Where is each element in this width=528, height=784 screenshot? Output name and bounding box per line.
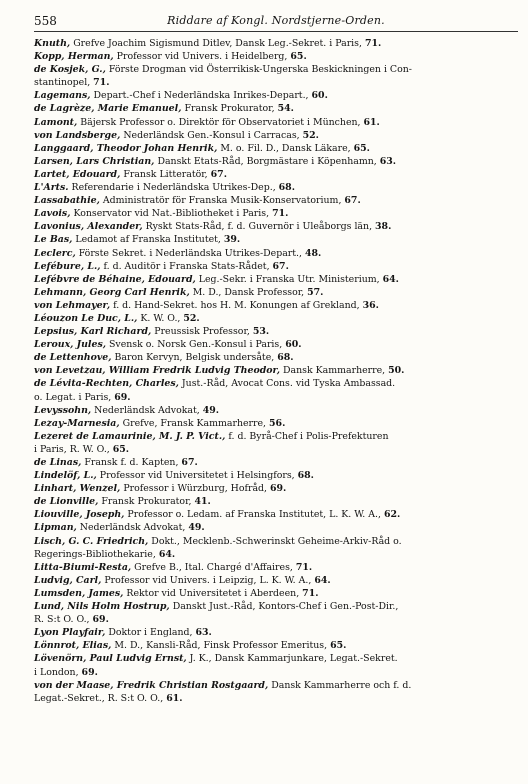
entry-number: 68. (278, 182, 295, 194)
entry-text: M. D., Dansk Professor, (192, 286, 305, 298)
entry-line (34, 666, 518, 679)
entry-number: 41. (194, 496, 211, 508)
entry-text: Baron Kervyn, Belgisk undersåte, (114, 352, 275, 364)
list-item (34, 364, 518, 377)
list-item (34, 574, 518, 587)
entry-name: Lumsden, James, (34, 587, 124, 599)
entry-number: 68. (297, 470, 314, 482)
list-item (34, 600, 518, 626)
entry-name: Lamont, (34, 116, 78, 128)
entry-name: von Levetzau, William Fredrik Ludvig Theodor, (34, 365, 281, 377)
entry-text: Just.-Råd, Avocat Cons. vid Tyska Ambassad. (181, 378, 396, 390)
entry-line (34, 548, 518, 561)
list-item (34, 495, 518, 508)
list-item (34, 299, 518, 312)
entry-name: de Lévita-Rechten, Charles, (34, 378, 179, 390)
entry-number: 65. (290, 51, 307, 63)
entry-name: de Linas, (34, 457, 82, 468)
entry-number: 61. (363, 116, 380, 128)
entry-name: Kopp, Herman, (34, 51, 114, 63)
entry-name: Lezay-Marnesia, (34, 417, 120, 429)
entry-number: 62. (383, 509, 401, 521)
list-item (34, 482, 518, 495)
entry-text: Fransk Prokurator, (184, 103, 275, 115)
list-item (34, 626, 518, 639)
entry-name: de Lettenhove, (34, 352, 112, 364)
entry-name: von der Maase, Fredrik Christian Rostgaard, (34, 679, 269, 691)
entry-text: Administratör för Franska Musik-Konservatorium, (102, 195, 342, 207)
page-number: 558 (34, 14, 57, 28)
list-item (34, 89, 518, 102)
page-header (34, 14, 518, 30)
entry-number: 48. (304, 247, 322, 259)
list-item (34, 220, 518, 233)
entry-text: Förste Drogman vid Österrikisk-Ungerska Beskickningen i Con- (108, 64, 412, 76)
entry-name: Knuth, (34, 38, 71, 49)
entry-text: Fransk f. d. Kapten, (84, 457, 179, 468)
list-item (34, 286, 518, 299)
entry-name: von Lehmayer, (34, 299, 111, 311)
list-item (34, 377, 518, 403)
list-item (34, 521, 518, 534)
entry-name: de Kosjek, G., (34, 64, 106, 76)
entry-text: M. D., Kansli-Råd, Finsk Professor Emeritus, (114, 640, 328, 652)
list-item (34, 50, 518, 63)
entry-number: 64. (158, 548, 176, 560)
entry-name: Léouzon Le Duc, L., (34, 312, 138, 324)
entry-name: Lartet, Edouard, (34, 168, 121, 180)
entry-text: Grefve, Fransk Kammarherre, (122, 417, 267, 429)
list-item (34, 142, 518, 155)
entry-name: Lavois, (34, 208, 71, 220)
entry-name: Leroux, Jules, (34, 339, 107, 351)
entry-number: 52. (302, 129, 319, 141)
entry-name: Linhart, Wenzel, (34, 483, 121, 495)
entry-number: 57. (307, 286, 324, 298)
entry-name: Litta-Biumi-Resta, (34, 561, 132, 573)
entry-number: 69. (270, 483, 287, 495)
entry-text: Ledamot af Franska Institutet, (75, 234, 221, 246)
entry-text: Dokt., Mecklenb.-Schwerinskt Geheime-Arkiv-Råd o. (151, 535, 402, 547)
entry-text: Depart.-Chef i Nederländska Inrikes-Depart., (93, 90, 309, 102)
entry-line (34, 391, 518, 404)
entry-text: f. d. Auditör i Franska Stats-Rådet, (103, 260, 270, 272)
entry-text: Dansk Kammarherre och f. d. (271, 679, 412, 691)
entry-name: Lindelöf, L., (34, 470, 97, 482)
entry-text-continued: o. Legat. i Paris, (34, 391, 112, 403)
list-item (34, 247, 518, 260)
entry-number: 50. (388, 365, 405, 377)
entry-text: Danskt Just.-Råd, Kontors-Chef i Gen.-Post-Dir., (172, 601, 399, 613)
entry-line (34, 613, 518, 626)
entry-list (34, 37, 518, 705)
entry-line (34, 443, 518, 456)
entry-name: Langgaard, Theodor Johan Henrik, (34, 142, 218, 154)
list-item (34, 273, 518, 286)
entry-number: 69. (81, 666, 98, 678)
entry-name: Lehmann, Georg Carl Henrik, (34, 286, 190, 298)
entry-text: Bäjersk Professor o. Direktör för Observatoriet i München, (80, 116, 361, 128)
entry-number: 56. (269, 417, 286, 429)
list-item (34, 639, 518, 652)
entry-name: Lisch, G. C. Friedrich, (34, 535, 149, 547)
entry-name: Lefébvre de Béhaine, Edouard, (34, 273, 196, 285)
entry-text: Professor o. Ledam. af Franska Institutet, L. K. W. A., (127, 509, 381, 521)
entry-number: 49. (188, 522, 205, 534)
entry-name: Lönnrot, Elias, (34, 640, 112, 652)
list-item (34, 37, 518, 50)
entry-text: Nederländsk Advokat, (79, 522, 186, 534)
list-item (34, 312, 518, 325)
entry-text: Fransk Litteratör, (123, 168, 208, 180)
entry-number: 67. (272, 260, 289, 272)
entry-number: 64. (382, 273, 399, 285)
entry-number: 36. (362, 299, 379, 311)
entry-text-continued: stantinopel, (34, 77, 91, 89)
list-item (34, 338, 518, 351)
entry-name: Levyssohn, (34, 404, 92, 416)
entry-name: L'Arts. (34, 182, 69, 194)
entry-text: Leg.-Sekr. i Franska Utr. Ministerium, (198, 273, 380, 285)
entry-number: 68. (277, 352, 294, 364)
list-item (34, 207, 518, 220)
entry-number: 65. (330, 640, 347, 652)
entry-text: Referendarie i Nederländska Utrikes-Dep., (71, 182, 276, 194)
entry-name: Lövenörn, Paul Ludvig Ernst, (34, 653, 187, 665)
entry-text: f. d. Hand-Sekret. hos H. M. Konungen af Grekland, (113, 299, 360, 311)
list-item (34, 194, 518, 207)
entry-number: 71. (364, 38, 382, 49)
entry-number: 60. (285, 339, 302, 351)
entry-number: 71. (272, 208, 289, 220)
entry-number: 49. (202, 404, 220, 416)
entry-name: Liouville, Joseph, (34, 509, 125, 521)
entry-text-continued: i London, (34, 666, 79, 678)
entry-name: Lefébure, L., (34, 260, 101, 272)
entry-name: de Lagrèze, Marie Emanuel, (34, 103, 182, 115)
entry-number: 60. (311, 90, 328, 102)
entry-text: Preussisk Professor, (154, 326, 250, 338)
entry-line (34, 692, 518, 705)
list-item (34, 233, 518, 246)
list-item (34, 155, 518, 168)
list-item (34, 652, 518, 678)
entry-text-continued: i Paris, R. W. O., (34, 443, 110, 455)
entry-name: Lezeret de Lamaurinie, M. J. P. Vict., (34, 430, 226, 442)
entry-number: 61. (166, 692, 183, 704)
entry-text: Professor vid Universitetet i Helsingfors, (99, 470, 295, 482)
list-item (34, 168, 518, 181)
list-item (34, 129, 518, 142)
entry-name: Lipman, (34, 522, 77, 534)
entry-number: 71. (302, 587, 319, 599)
entry-name: Lepsius, Karl Richard, (34, 326, 152, 338)
list-item (34, 469, 518, 482)
entry-number: 71. (93, 77, 110, 89)
entry-text-continued: R. S:t O. O., (34, 614, 90, 626)
entry-text: f. d. Byrå-Chef i Polis-Prefekturen (228, 430, 389, 442)
entry-text: Grefve Joachim Sigismund Ditlev, Dansk Leg.-Sekret. i Paris, (73, 38, 362, 49)
entry-text: Doktor i England, (108, 627, 193, 639)
list-item (34, 679, 518, 705)
entry-text: Förste Sekret. i Nederländska Utrikes-Depart., (78, 247, 302, 259)
list-item (34, 181, 518, 194)
entry-name: Lassabathie, (34, 195, 100, 207)
entry-text: M. o. Fil. D., Dansk Läkare, (220, 142, 351, 154)
entry-number: 63. (379, 155, 397, 167)
list-item (34, 417, 518, 430)
entry-text: Professor vid Univers. i Leipzig, L. K. W. A., (104, 574, 312, 586)
entry-name: Lund, Nils Holm Hostrup, (34, 601, 170, 613)
entry-text: Konservator vid Nat.-Bibliotheket i Paris, (73, 208, 270, 220)
entry-text: Grefve B., Ital. Chargé d'Affaires, (134, 561, 293, 573)
list-item (34, 430, 518, 456)
list-item (34, 116, 518, 129)
list-item (34, 260, 518, 273)
entry-number: 69. (92, 614, 109, 626)
entry-number: 39. (223, 234, 241, 246)
entry-line (34, 76, 518, 89)
list-item (34, 63, 518, 89)
header-rule (34, 31, 518, 32)
entry-text: Rektor vid Universitetet i Aberdeen, (126, 587, 300, 599)
list-item (34, 102, 518, 115)
list-item (34, 456, 518, 469)
entry-text: Fransk Prokurator, (101, 496, 192, 508)
entry-number: 64. (314, 574, 331, 586)
entry-number: 54. (277, 103, 294, 115)
entry-number: 67. (181, 457, 198, 468)
entry-number: 53. (252, 326, 270, 338)
entry-name: Ludvig, Carl, (34, 574, 102, 586)
list-item (34, 587, 518, 600)
entry-text-continued: Legat.-Sekret., R. S:t O. O., (34, 692, 164, 704)
entry-number: 65. (353, 142, 370, 154)
list-item (34, 351, 518, 364)
entry-number: 38. (375, 221, 392, 233)
entry-number: 52. (183, 312, 200, 324)
entry-text: Dansk Kammarherre, (283, 365, 386, 377)
entry-text-continued: Regerings-Bibliothekarie, (34, 548, 156, 560)
entry-text: Nederländsk Gen.-Konsul i Carracas, (123, 129, 300, 141)
entry-text: Professor vid Univers. i Heidelberg, (116, 51, 288, 63)
entry-name: Larsen, Lars Christian, (34, 155, 155, 167)
list-item (34, 535, 518, 561)
entry-number: 67. (210, 168, 227, 180)
entry-text: Nederländsk Advokat, (94, 404, 200, 416)
entry-name: Leclerc, (34, 247, 76, 259)
running-title: Riddare af Kongl. Nordstjerne-Orden. (167, 14, 385, 27)
entry-number: 69. (114, 391, 131, 403)
entry-text: Svensk o. Norsk Gen.-Konsul i Paris, (109, 339, 283, 351)
entry-text: J. K., Dansk Kammarjunkare, Legat.-Sekret. (189, 653, 398, 665)
entry-name: Le Bas, (34, 234, 73, 246)
entry-name: Lavonius, Alexander, (34, 221, 143, 233)
list-item (34, 508, 518, 521)
entry-name: de Lionville, (34, 496, 99, 508)
entry-text: Ryskt Stats-Råd, f. d. Guvernör i Uleåborgs län, (145, 221, 373, 233)
entry-text: K. W. O., (140, 312, 181, 324)
entry-name: von Landsberge, (34, 129, 121, 141)
entry-number: 63. (195, 627, 212, 639)
entry-name: Lagemans, (34, 90, 91, 102)
entry-number: 67. (344, 195, 361, 207)
entry-number: 71. (295, 561, 313, 573)
list-item (34, 325, 518, 338)
list-item (34, 404, 518, 417)
entry-number: 65. (112, 443, 130, 455)
entry-name: Lyon Playfair, (34, 627, 106, 639)
entry-text: Danskt Etats-Råd, Borgmästare i Köpenhamn, (157, 155, 377, 167)
list-item (34, 561, 518, 574)
entry-text: Professor i Würzburg, Hofråd, (123, 483, 268, 495)
